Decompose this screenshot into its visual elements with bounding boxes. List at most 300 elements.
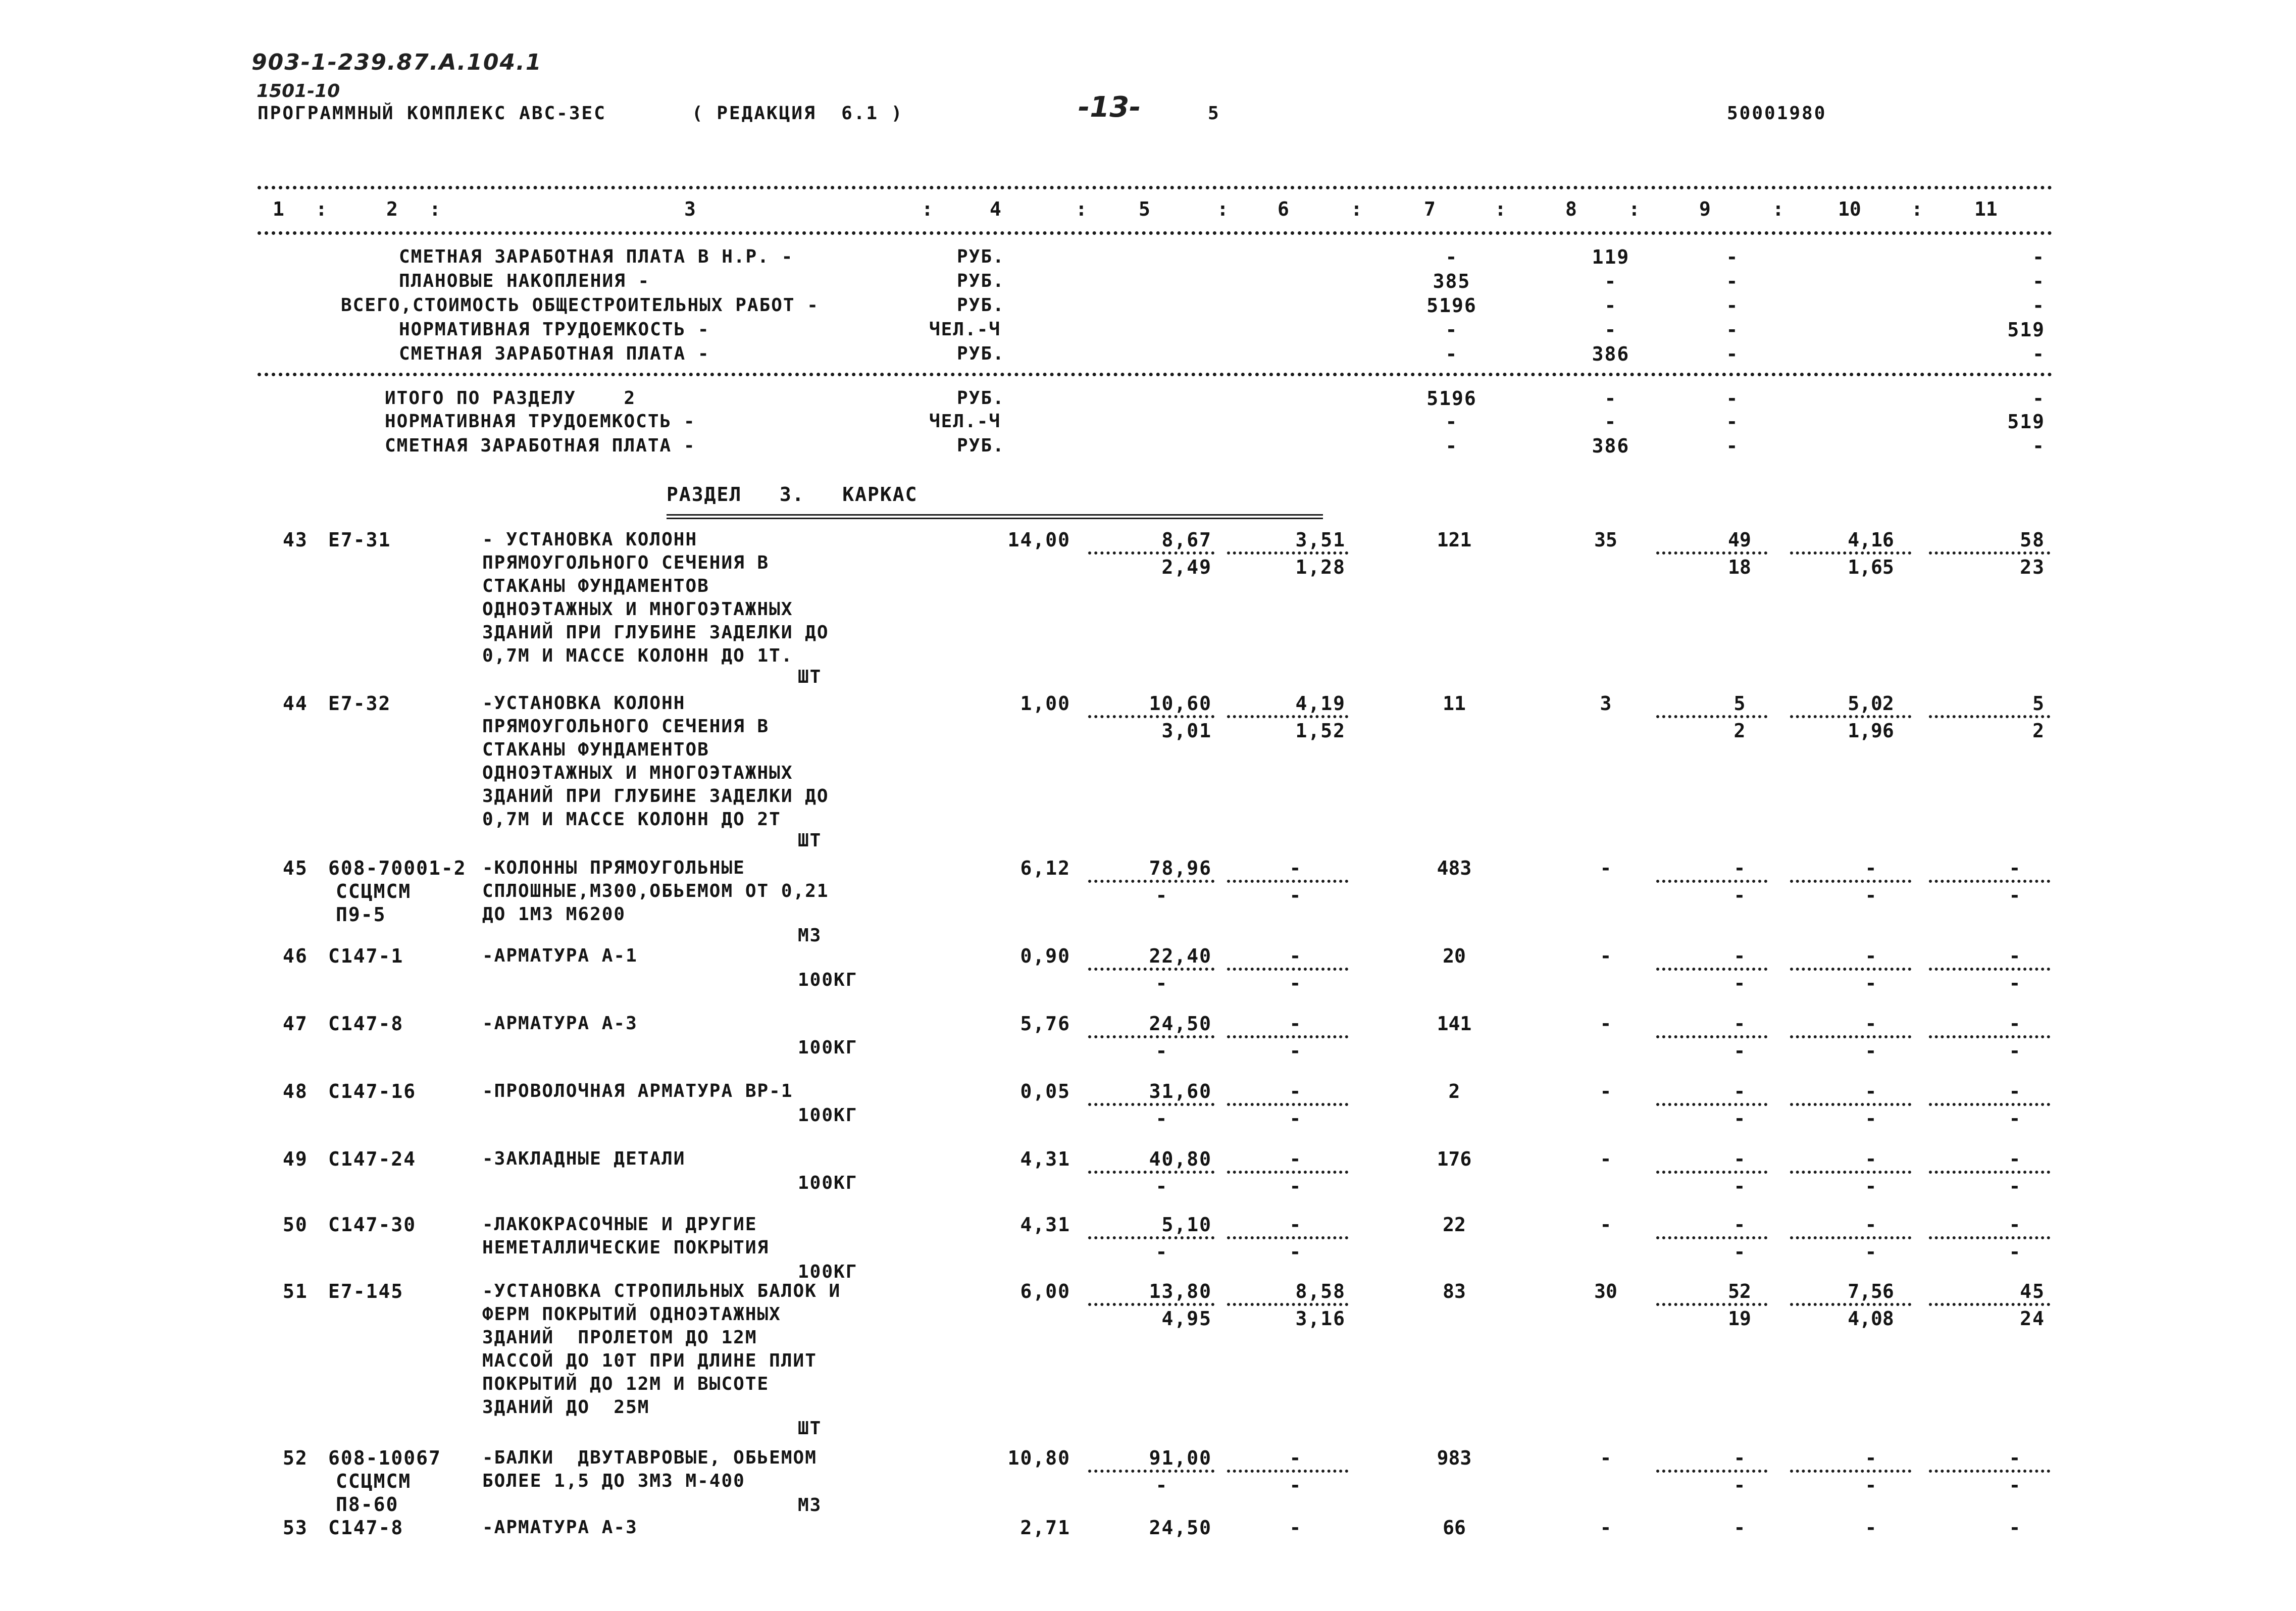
summary-c11: -: [2032, 294, 2045, 317]
item-code: Е7-31: [328, 529, 391, 551]
item-c11: -: [2009, 945, 2021, 967]
item-c8: -: [1600, 1517, 1612, 1539]
item-unit-price-sub: -: [1155, 1040, 1167, 1062]
item-description-line: -ЛАКОКРАСОЧНЫЕ И ДРУГИЕ: [482, 1214, 757, 1235]
item-c9-sub: 19: [1728, 1307, 1751, 1330]
item-description-line: НЕМЕТАЛЛИЧЕСКИЕ ПОКРЫТИЯ: [482, 1237, 770, 1258]
item-c8: 30: [1594, 1280, 1617, 1302]
summary-c8: -: [1604, 270, 1617, 292]
item-description-line: БОЛЕЕ 1,5 ДО 3М3 М-400: [482, 1471, 745, 1491]
item-c8: 35: [1594, 529, 1617, 551]
item-qty: 6,12: [1020, 857, 1070, 879]
item-wage-price: -: [1289, 1080, 1301, 1102]
item-c11-sub: 24: [2020, 1307, 2045, 1330]
item-wage-price-sub: -: [1289, 884, 1301, 907]
document-code: 903-1-239.87.А.104.1: [251, 49, 542, 75]
cell-divider: [1656, 1171, 1767, 1174]
summary-c9: -: [1726, 246, 1738, 268]
col-9-header: 9: [1699, 198, 1711, 220]
item-c9: 52: [1728, 1280, 1751, 1302]
item-c11: -: [2009, 857, 2021, 879]
cell-divider: [1790, 968, 1911, 971]
summary-divider-rule: [258, 373, 2053, 376]
item-unit-price-sub: 3,01: [1161, 720, 1212, 742]
item-unit: ШТ: [798, 1418, 822, 1439]
item-code: С147-8: [328, 1517, 404, 1539]
cell-divider: [1790, 1470, 1911, 1473]
item-c11: -: [2009, 1214, 2021, 1236]
col-5-header: 5: [1139, 198, 1150, 220]
item-qty: 6,00: [1020, 1280, 1070, 1302]
item-c9: -: [1733, 1517, 1746, 1539]
item-number: 45: [283, 857, 308, 879]
item-c8: -: [1600, 1013, 1612, 1035]
item-wage-price-sub: -: [1289, 1241, 1301, 1263]
cell-divider: [1656, 880, 1767, 883]
item-unit-price: 91,00: [1149, 1447, 1212, 1469]
summary-label: СМЕТНАЯ ЗАРАБОТНАЯ ПЛАТА В Н.Р. -: [399, 246, 794, 267]
item-c10-sub: -: [1865, 1107, 1877, 1130]
item-unit: ШТ: [798, 667, 822, 687]
summary-c8: 386: [1592, 435, 1630, 457]
cell-divider: [1227, 1103, 1348, 1106]
item-c10-sub: 1,96: [1848, 720, 1894, 742]
item-c10: -: [1865, 1447, 1877, 1469]
col-separator: :: [316, 198, 327, 220]
table-top-rule: [258, 186, 2053, 189]
item-unit: 100КГ: [798, 1173, 858, 1193]
item-c8: -: [1600, 857, 1612, 879]
item-description-line: СТАКАНЫ ФУНДАМЕНТОВ: [482, 576, 709, 596]
item-c10: -: [1865, 1214, 1877, 1236]
col-7-header: 7: [1424, 198, 1436, 220]
item-unit: М3: [798, 1495, 822, 1516]
col-1-header: 1: [273, 198, 284, 220]
item-code: П8-60: [336, 1493, 399, 1516]
item-unit-price: 10,60: [1149, 692, 1212, 715]
cell-divider: [1929, 1303, 2050, 1306]
cell-divider: [1790, 715, 1911, 718]
item-number: 50: [283, 1214, 308, 1236]
item-unit-price: 13,80: [1149, 1280, 1212, 1302]
item-qty: 4,31: [1020, 1214, 1070, 1236]
item-c10-sub: 4,08: [1848, 1307, 1894, 1330]
item-unit-price: 78,96: [1149, 857, 1212, 879]
item-unit: М3: [798, 925, 822, 946]
cell-divider: [1656, 1035, 1767, 1038]
item-wage-price: -: [1289, 1517, 1301, 1539]
cell-divider: [1227, 715, 1348, 718]
cell-divider: [1088, 1303, 1214, 1306]
item-c11: 5: [2032, 692, 2045, 715]
item-wage-price: -: [1289, 945, 1301, 967]
section-title: РАЗДЕЛ 3. КАРКАС: [667, 483, 918, 506]
item-c10: -: [1865, 1517, 1877, 1539]
cell-divider: [1929, 551, 2050, 555]
cell-divider: [1656, 551, 1767, 555]
cell-divider: [1656, 1303, 1767, 1306]
cell-divider: [1929, 1236, 2050, 1239]
item-unit-price-sub: -: [1155, 1107, 1167, 1130]
summary-c8: -: [1604, 411, 1617, 433]
cell-divider: [1656, 715, 1767, 718]
item-total: 176: [1437, 1148, 1472, 1170]
cell-divider: [1929, 1103, 2050, 1106]
summary-c11: -: [2032, 343, 2045, 365]
cell-divider: [1790, 880, 1911, 883]
item-c9: -: [1733, 857, 1746, 879]
summary-c7: 5196: [1426, 387, 1477, 410]
col-separator: :: [1076, 198, 1087, 220]
cell-divider: [1088, 1035, 1214, 1038]
item-code: 608-70001-2: [328, 857, 467, 879]
summary-label: ПЛАНОВЫЕ НАКОПЛЕНИЯ -: [399, 271, 650, 291]
col-10-header: 10: [1838, 198, 1861, 220]
item-total: 983: [1437, 1447, 1472, 1469]
item-wage-price-sub: -: [1289, 1474, 1301, 1496]
item-qty: 1,00: [1020, 692, 1070, 715]
summary-c8: 386: [1592, 343, 1630, 365]
item-qty: 2,71: [1020, 1517, 1070, 1539]
item-c8: 3: [1600, 692, 1612, 715]
item-number: 52: [283, 1447, 308, 1469]
item-wage-price: 3,51: [1295, 529, 1346, 551]
item-description-line: -УСТАНОВКА СТРОПИЛЬНЫХ БАЛОК И: [482, 1281, 841, 1301]
item-c11: 58: [2020, 529, 2045, 551]
item-c10: 4,16: [1848, 529, 1894, 551]
item-c9-sub: -: [1733, 884, 1746, 907]
item-code: С147-8: [328, 1013, 404, 1035]
item-c11-sub: -: [2009, 972, 2021, 994]
item-number: 51: [283, 1280, 308, 1302]
cell-divider: [1929, 880, 2050, 883]
summary-label: ВСЕГО,СТОИМОСТЬ ОБЩЕСТРОИТЕЛЬНЫХ РАБОТ -: [341, 295, 819, 316]
summary-unit: РУБ.: [957, 435, 1005, 456]
item-total: 83: [1443, 1280, 1466, 1302]
summary-c9: -: [1726, 435, 1738, 457]
item-c11-sub: -: [2009, 884, 2021, 907]
summary-unit: РУБ.: [957, 388, 1005, 409]
item-c9-sub: -: [1733, 1474, 1746, 1496]
item-c9: 49: [1728, 529, 1751, 551]
summary-c7: -: [1445, 343, 1458, 365]
item-c9: -: [1733, 1148, 1746, 1170]
summary-unit: ЧЕЛ.-Ч: [929, 411, 1001, 432]
item-wage-price: 4,19: [1295, 692, 1346, 715]
item-description-line: ЗДАНИЙ ПРОЛЕТОМ ДО 12М: [482, 1327, 757, 1348]
item-c10-sub: -: [1865, 884, 1877, 907]
item-c11-sub: -: [2009, 1040, 2021, 1062]
item-c9-sub: 18: [1728, 556, 1751, 578]
cell-divider: [1088, 551, 1214, 555]
col-2-header: 2: [386, 198, 398, 220]
summary-c9: -: [1726, 270, 1738, 292]
summary-unit: РУБ.: [957, 271, 1005, 291]
summary-c11: 519: [2007, 411, 2045, 433]
item-c9: -: [1733, 1080, 1746, 1102]
item-c9: -: [1733, 1013, 1746, 1035]
cell-divider: [1227, 968, 1348, 971]
item-c11-sub: -: [2009, 1175, 2021, 1197]
item-description-line: -КОЛОННЫ ПРЯМОУГОЛЬНЫЕ: [482, 858, 745, 878]
col-4-header: 4: [990, 198, 1001, 220]
cell-divider: [1656, 1470, 1767, 1473]
item-wage-price: -: [1289, 1447, 1301, 1469]
summary-c11: -: [2032, 246, 2045, 268]
item-total: 2: [1448, 1080, 1460, 1102]
summary-c7: -: [1445, 246, 1458, 268]
summary-c7: 385: [1433, 270, 1471, 292]
cell-divider: [1656, 968, 1767, 971]
item-c8: -: [1600, 1447, 1612, 1469]
cell-divider: [1227, 1035, 1348, 1038]
item-wage-price-sub: -: [1289, 1040, 1301, 1062]
item-code: С147-16: [328, 1080, 417, 1102]
item-c9: 5: [1733, 692, 1746, 715]
item-unit-price: 31,60: [1149, 1080, 1212, 1102]
item-description-line: ЗДАНИЙ ДО 25М: [482, 1397, 650, 1418]
item-c8: -: [1600, 1080, 1612, 1102]
item-c11: -: [2009, 1148, 2021, 1170]
item-number: 47: [283, 1013, 308, 1035]
col-separator: :: [1351, 198, 1362, 220]
item-description-line: ПОКРЫТИЙ ДО 12М И ВЫСОТЕ: [482, 1374, 770, 1394]
cell-divider: [1929, 715, 2050, 718]
program-title: ПРОГРАММНЫЙ КОМПЛЕКС АВС-3ЕС: [258, 103, 606, 124]
col-separator: :: [1772, 198, 1784, 220]
item-description-line: СТАКАНЫ ФУНДАМЕНТОВ: [482, 739, 709, 760]
item-description-line: ФЕРМ ПОКРЫТИЙ ОДНОЭТАЖНЫХ: [482, 1304, 781, 1325]
item-unit-price-sub: -: [1155, 884, 1167, 907]
cell-divider: [1088, 1236, 1214, 1239]
item-c9: -: [1733, 1214, 1746, 1236]
item-c10-sub: -: [1865, 1241, 1877, 1263]
item-unit: ШТ: [798, 830, 822, 851]
item-wage-price-sub: -: [1289, 972, 1301, 994]
item-c11-sub: -: [2009, 1241, 2021, 1263]
summary-label: НОРМАТИВНАЯ ТРУДОЕМКОСТЬ -: [399, 319, 710, 340]
item-c11: 45: [2020, 1280, 2045, 1302]
cell-divider: [1929, 1035, 2050, 1038]
item-qty: 10,80: [1007, 1447, 1070, 1469]
summary-label: СМЕТНАЯ ЗАРАБОТНАЯ ПЛАТА -: [385, 435, 696, 456]
item-c10: -: [1865, 1148, 1877, 1170]
summary-unit: РУБ.: [957, 295, 1005, 316]
item-c10-sub: 1,65: [1848, 556, 1894, 578]
item-qty: 5,76: [1020, 1013, 1070, 1035]
cell-divider: [1088, 880, 1214, 883]
handwritten-page-number: -13-: [1078, 91, 1141, 124]
item-c11-sub: 23: [2020, 556, 2045, 578]
item-number: 43: [283, 529, 308, 551]
item-c9-sub: 2: [1733, 720, 1746, 742]
item-c11: -: [2009, 1517, 2021, 1539]
item-code: 608-10067: [328, 1447, 441, 1469]
cell-divider: [1790, 1035, 1911, 1038]
item-c9: -: [1733, 945, 1746, 967]
cell-divider: [1656, 1236, 1767, 1239]
item-qty: 4,31: [1020, 1148, 1070, 1170]
summary-c11: -: [2032, 270, 2045, 292]
summary-c11: -: [2032, 435, 2045, 457]
summary-c9: -: [1726, 343, 1738, 365]
item-c10-sub: -: [1865, 972, 1877, 994]
item-description-line: - УСТАНОВКА КОЛОНН: [482, 529, 698, 550]
item-description-line: -АРМАТУРА А-3: [482, 1517, 638, 1538]
item-c10: -: [1865, 857, 1877, 879]
item-unit-price-sub: -: [1155, 1175, 1167, 1197]
cell-divider: [1227, 880, 1348, 883]
item-description-line: ОДНОЭТАЖНЫХ И МНОГОЭТАЖНЫХ: [482, 763, 793, 783]
header-bottom-rule: [258, 231, 2053, 235]
summary-c8: -: [1604, 387, 1617, 410]
col-separator: :: [922, 198, 933, 220]
cell-divider: [1088, 715, 1214, 718]
item-number: 53: [283, 1517, 308, 1539]
item-total: 66: [1443, 1517, 1466, 1539]
item-wage-price: -: [1289, 1214, 1301, 1236]
item-c9-sub: -: [1733, 1107, 1746, 1130]
item-description-line: 0,7М И МАССЕ КОЛОНН ДО 1Т.: [482, 645, 793, 666]
item-c11-sub: 2: [2032, 720, 2045, 742]
document-number: 50001980: [1727, 103, 1827, 124]
item-c9: -: [1733, 1447, 1746, 1469]
col-separator: :: [1911, 198, 1923, 220]
item-unit-price: 8,67: [1161, 529, 1212, 551]
summary-c7: -: [1445, 411, 1458, 433]
item-unit-price-sub: 4,95: [1161, 1307, 1212, 1330]
summary-c9: -: [1726, 294, 1738, 317]
item-wage-price-sub: 3,16: [1295, 1307, 1346, 1330]
item-c10: 7,56: [1848, 1280, 1894, 1302]
page-number: 5: [1208, 103, 1220, 124]
item-description-line: -УСТАНОВКА КОЛОНН: [482, 693, 686, 714]
section-total-label: ИТОГО ПО РАЗДЕЛУ 2: [385, 388, 636, 409]
item-code: С147-30: [328, 1214, 417, 1236]
cell-divider: [1088, 1103, 1214, 1106]
summary-c11: -: [2032, 387, 2045, 410]
summary-c7: 5196: [1426, 294, 1477, 317]
item-unit-price-sub: -: [1155, 972, 1167, 994]
cell-divider: [1227, 551, 1348, 555]
item-unit-price: 24,50: [1149, 1517, 1212, 1539]
item-wage-price-sub: -: [1289, 1107, 1301, 1130]
item-description-line: ДО 1М3 М6200: [482, 904, 626, 925]
summary-c9: -: [1726, 387, 1738, 410]
cell-divider: [1790, 1236, 1911, 1239]
item-c8: -: [1600, 1148, 1612, 1170]
item-code: Е7-32: [328, 692, 391, 715]
col-separator: :: [429, 198, 441, 220]
item-wage-price: 8,58: [1295, 1280, 1346, 1302]
item-c9-sub: -: [1733, 972, 1746, 994]
item-c11-sub: -: [2009, 1474, 2021, 1496]
item-wage-price: -: [1289, 1013, 1301, 1035]
item-number: 46: [283, 945, 308, 967]
item-wage-price: -: [1289, 1148, 1301, 1170]
summary-c8: -: [1604, 294, 1617, 317]
item-number: 49: [283, 1148, 308, 1170]
item-c8: -: [1600, 945, 1612, 967]
cell-divider: [1929, 1470, 2050, 1473]
summary-c7: -: [1445, 435, 1458, 457]
cell-divider: [1227, 1236, 1348, 1239]
cell-divider: [1088, 1470, 1214, 1473]
item-code: С147-24: [328, 1148, 417, 1170]
item-unit: 100КГ: [798, 1037, 858, 1058]
col-8-header: 8: [1565, 198, 1577, 220]
item-wage-price-sub: 1,28: [1295, 556, 1346, 578]
item-c10-sub: -: [1865, 1175, 1877, 1197]
item-qty: 0,05: [1020, 1080, 1070, 1102]
item-description-line: ПРЯМОУГОЛЬНОГО СЕЧЕНИЯ В: [482, 716, 770, 737]
summary-c8: 119: [1592, 246, 1630, 268]
col-separator: :: [1628, 198, 1640, 220]
item-unit-price: 22,40: [1149, 945, 1212, 967]
item-total: 22: [1443, 1214, 1466, 1236]
cell-divider: [1227, 1171, 1348, 1174]
item-c8: -: [1600, 1214, 1612, 1236]
item-description-line: СПЛОШНЫЕ,М300,ОБЬЕМОМ ОТ 0,21: [482, 881, 829, 901]
item-qty: 0,90: [1020, 945, 1070, 967]
cell-divider: [1088, 1171, 1214, 1174]
column-header-row: [258, 198, 2053, 223]
item-code: П9-5: [336, 903, 386, 926]
item-c11: -: [2009, 1013, 2021, 1035]
item-code: ССЦМСМ: [336, 1470, 412, 1492]
item-description-line: -ПРОВОЛОЧНАЯ АРМАТУРА ВР-1: [482, 1081, 793, 1101]
col-11-header: 11: [1974, 198, 1998, 220]
cell-divider: [1088, 968, 1214, 971]
cell-divider: [1929, 1171, 2050, 1174]
item-description-line: -ЗАКЛАДНЫЕ ДЕТАЛИ: [482, 1148, 686, 1169]
item-code: С147-1: [328, 945, 404, 967]
item-c10-sub: -: [1865, 1474, 1877, 1496]
sub-code: 1501-10: [257, 81, 340, 102]
col-3-header: 3: [684, 198, 696, 220]
cell-divider: [1656, 1103, 1767, 1106]
col-separator: :: [1495, 198, 1506, 220]
item-qty: 14,00: [1007, 529, 1070, 551]
summary-c9: -: [1726, 411, 1738, 433]
item-unit-price: 5,10: [1161, 1214, 1212, 1236]
col-separator: :: [1217, 198, 1229, 220]
item-unit: 100КГ: [798, 1105, 858, 1126]
item-wage-price: -: [1289, 857, 1301, 879]
summary-c11: 519: [2007, 319, 2045, 341]
cell-divider: [1790, 1171, 1911, 1174]
item-description-line: 0,7М И МАССЕ КОЛОНН ДО 2Т: [482, 809, 781, 830]
item-description-line: ПРЯМОУГОЛЬНОГО СЕЧЕНИЯ В: [482, 552, 770, 573]
item-unit: 100КГ: [798, 1262, 858, 1282]
item-c11: -: [2009, 1447, 2021, 1469]
item-unit-price: 40,80: [1149, 1148, 1212, 1170]
item-number: 44: [283, 692, 308, 715]
item-c10: -: [1865, 945, 1877, 967]
cell-divider: [1790, 551, 1911, 555]
item-description-line: МАССОЙ ДО 10Т ПРИ ДЛИНЕ ПЛИТ: [482, 1350, 817, 1371]
item-code: Е7-145: [328, 1280, 404, 1302]
summary-label: СМЕТНАЯ ЗАРАБОТНАЯ ПЛАТА -: [399, 343, 710, 364]
col-6-header: 6: [1278, 198, 1289, 220]
summary-c8: -: [1604, 319, 1617, 341]
section-title-underline: [667, 514, 1323, 519]
item-description-line: -АРМАТУРА А-3: [482, 1013, 638, 1034]
item-wage-price-sub: -: [1289, 1175, 1301, 1197]
edition-label: ( РЕДАКЦИЯ 6.1 ): [692, 103, 904, 124]
item-code: ССЦМСМ: [336, 880, 412, 902]
item-c10-sub: -: [1865, 1040, 1877, 1062]
